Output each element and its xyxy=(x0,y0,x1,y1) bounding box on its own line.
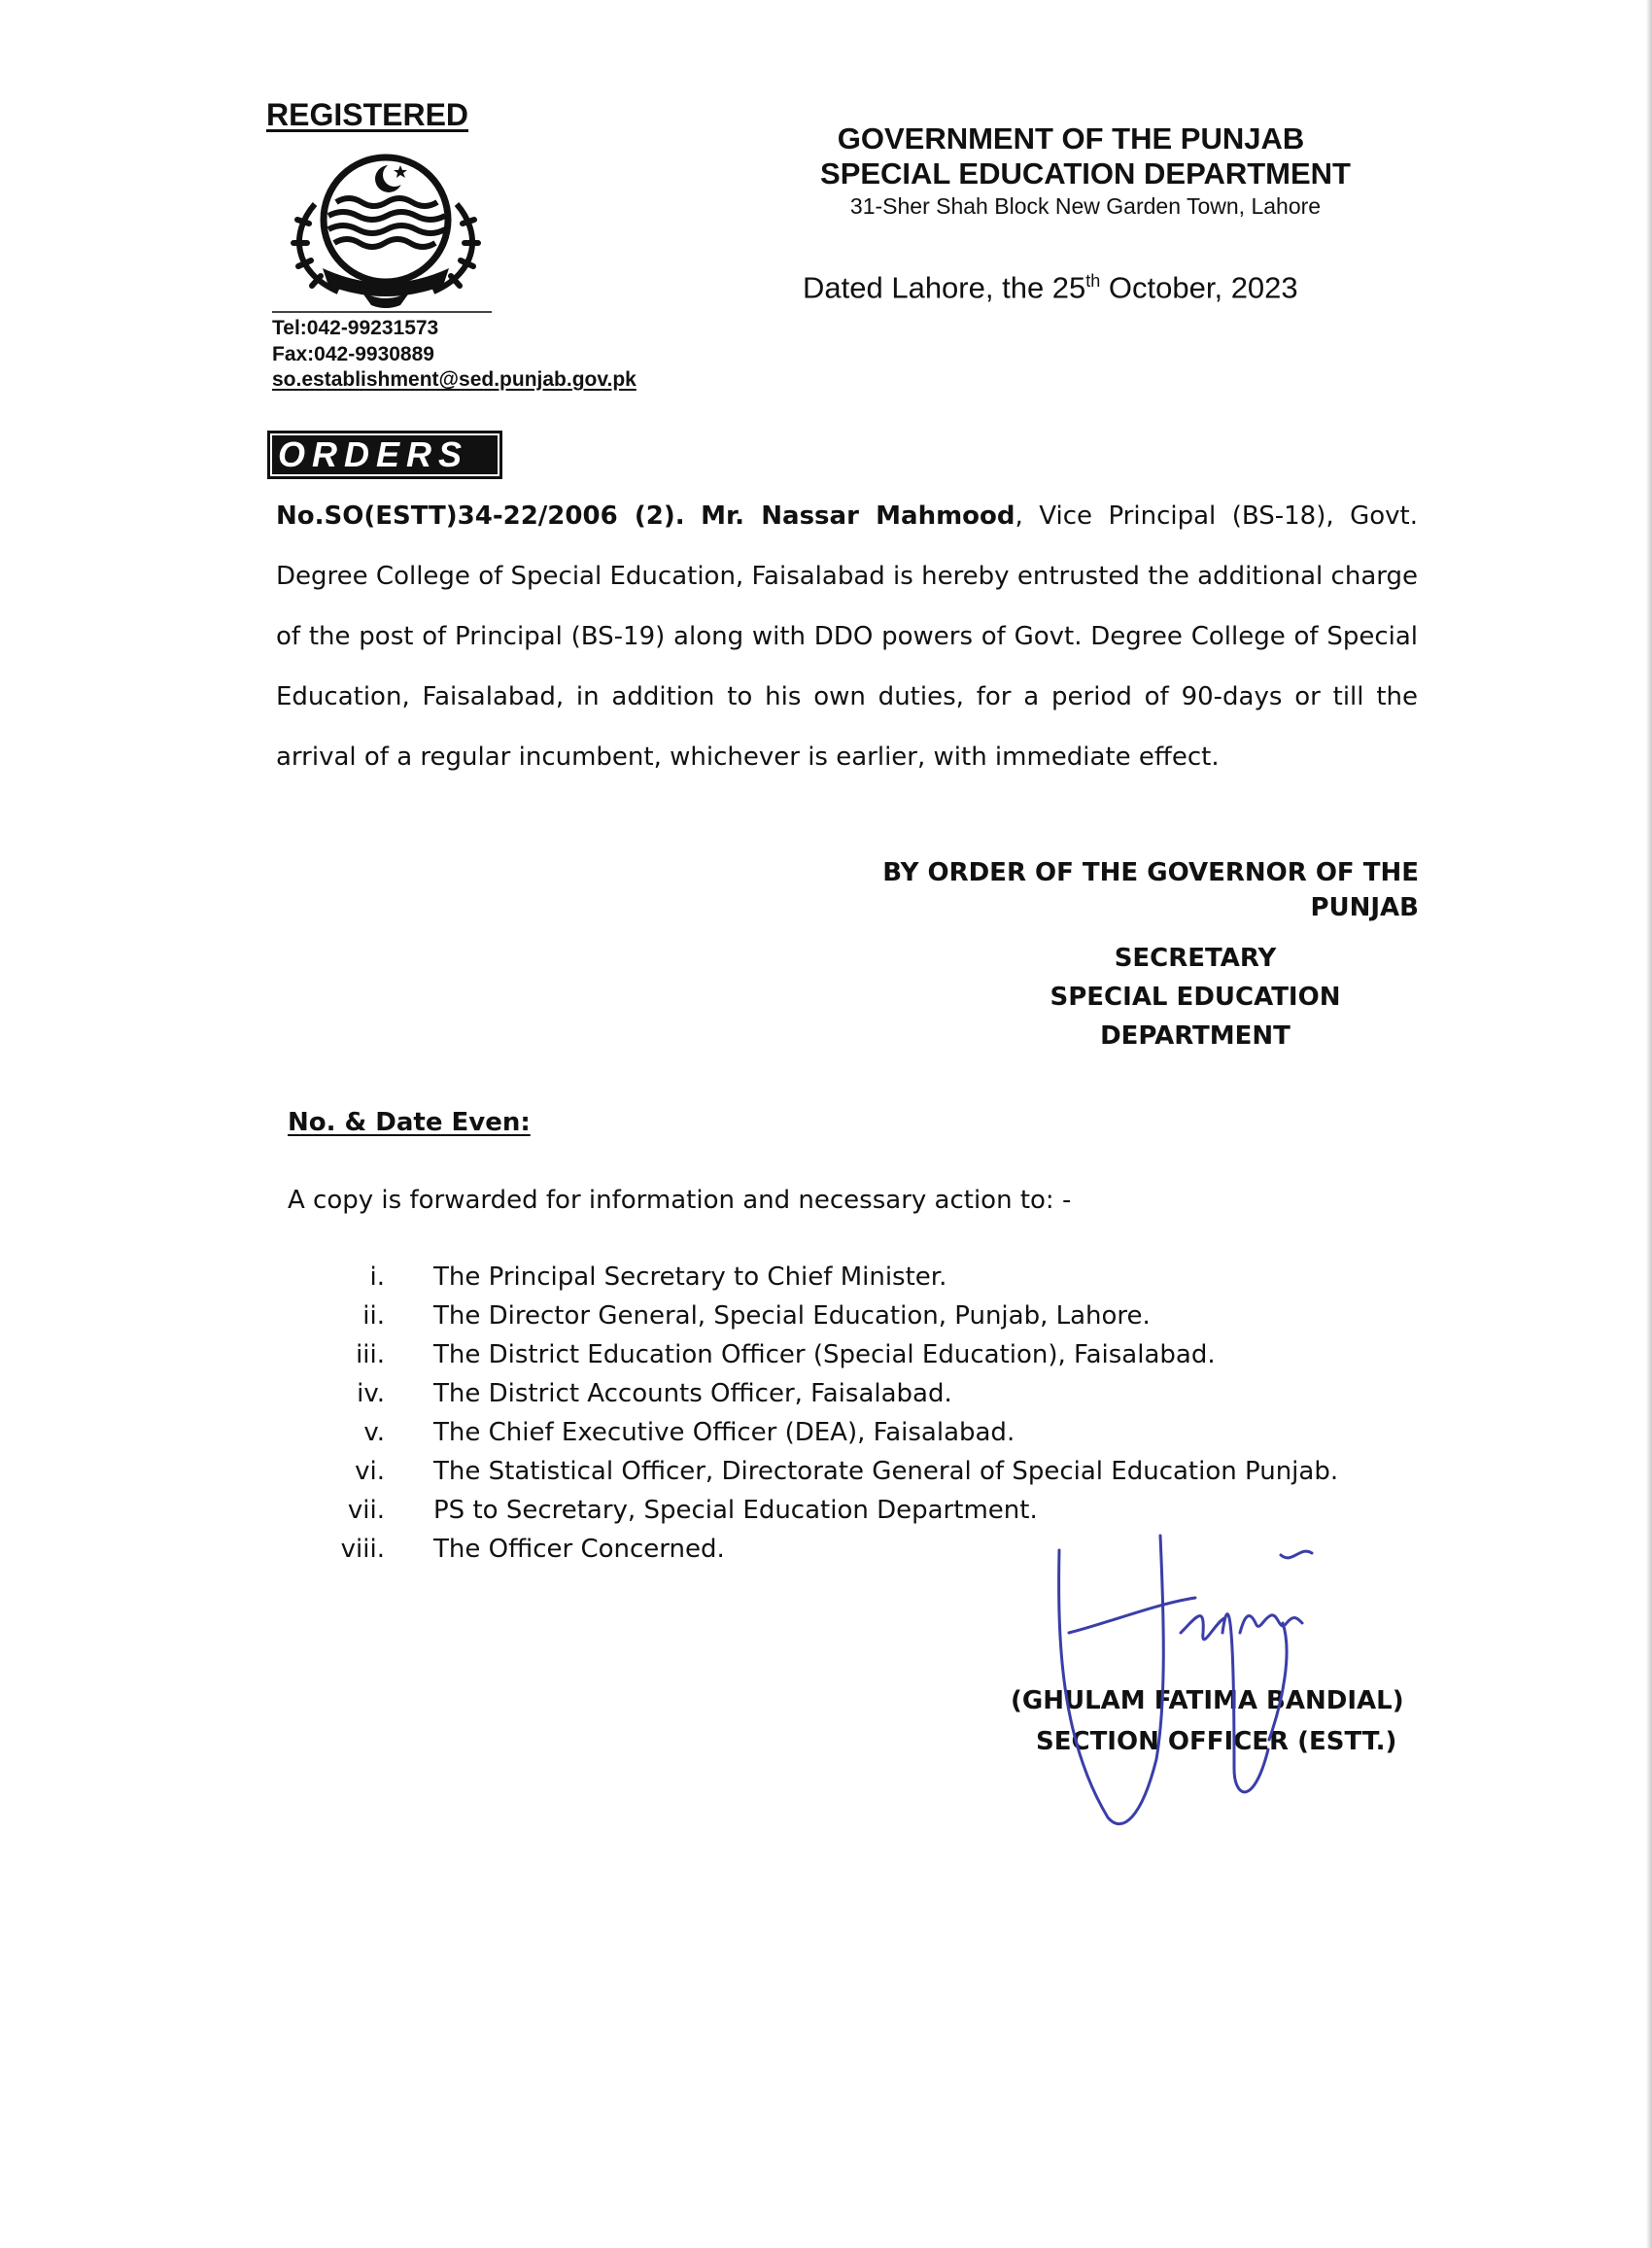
telephone-number: Tel:042-99231573 xyxy=(272,317,439,339)
order-number: No.SO(ESTT)34-22/2006 (2). xyxy=(276,501,685,531)
secretary-block xyxy=(1040,939,1351,1055)
issue-date xyxy=(803,262,1298,306)
list-item-text: The Director General, Special Education, Punjab, Lahore. xyxy=(433,1301,1151,1331)
email-link[interactable]: so.establishment@sed.punjab.gov.pk xyxy=(272,368,637,391)
copy-forwarded-line: A copy is forwarded for information and necessary action to: - xyxy=(288,1186,1072,1215)
secretary-line-2: SPECIAL EDUCATION xyxy=(1050,983,1341,1012)
recipient-list xyxy=(321,1258,1438,1569)
list-item-text: The District Accounts Officer, Faisalabad. xyxy=(433,1379,952,1408)
registered-label: REGISTERED xyxy=(266,97,469,132)
issue-date-suffix-ordinal: th xyxy=(1085,271,1101,291)
secretary-line-3: DEPARTMENT xyxy=(1100,1021,1291,1051)
issue-date-suffix: October, 2023 xyxy=(1100,270,1298,305)
list-item-number: ii. xyxy=(362,1301,385,1331)
by-order-line: BY ORDER OF THE GOVERNOR OF THE PUNJAB xyxy=(882,858,1419,922)
page-edge-shadow xyxy=(1646,0,1652,2248)
government-title: GOVERNMENT OF THE PUNJAB xyxy=(837,121,1305,156)
list-item-text: The Statistical Officer, Directorate General of Special Education Punjab. xyxy=(433,1457,1339,1486)
list-item-number: i. xyxy=(369,1262,385,1292)
list-item xyxy=(321,1413,1438,1452)
handwritten-signature-icon xyxy=(1050,1526,1370,1837)
list-item-text: The Principal Secretary to Chief Minister. xyxy=(433,1262,947,1292)
orders-heading: ORDERS xyxy=(272,435,498,474)
list-item-number: vi. xyxy=(355,1457,385,1486)
list-item xyxy=(321,1491,1438,1530)
secretary-line-1: SECRETARY xyxy=(1114,944,1277,973)
list-item-number: iv. xyxy=(357,1379,385,1408)
list-item xyxy=(321,1335,1438,1374)
seal-divider xyxy=(272,311,492,313)
punjab-government-seal-icon xyxy=(280,146,492,309)
list-item xyxy=(321,1452,1438,1491)
no-date-even-heading: No. & Date Even: xyxy=(288,1108,531,1137)
list-item-number: v. xyxy=(363,1418,385,1447)
fax-number: Fax:042-9930889 xyxy=(272,343,434,365)
signatory-name: (GHULAM FATIMA BANDIAL) xyxy=(1011,1686,1404,1715)
list-item-text: PS to Secretary, Special Education Department. xyxy=(433,1496,1038,1525)
order-body xyxy=(276,486,1418,787)
list-item xyxy=(321,1258,1438,1297)
list-item-text: The Chief Executive Officer (DEA), Faisalabad. xyxy=(433,1418,1015,1447)
order-text: , Vice Principal (BS-18), Govt. Degree College of Special Education, Faisalabad is hereby entrusted the additional charge of the post of Principal (BS-19) along with DDO powers of Govt. Degree College of Special Education, Faisalabad, in addition to his own duties, for a period of 90-days or till the arrival of a regular incumbent, whichever is earlier, with immediate effect. xyxy=(276,501,1418,772)
officer-name: Mr. Nassar Mahmood xyxy=(701,501,1015,531)
list-item-text: The Officer Concerned. xyxy=(433,1535,725,1564)
list-item xyxy=(321,1374,1438,1413)
list-item-number: vii. xyxy=(347,1496,385,1525)
signatory-title: SECTION OFFICER (ESTT.) xyxy=(1036,1727,1397,1756)
issue-date-prefix: Dated Lahore, the 25 xyxy=(803,270,1086,305)
list-item xyxy=(321,1297,1438,1335)
list-item-number: viii. xyxy=(340,1535,385,1564)
list-item-text: The District Education Officer (Special Education), Faisalabad. xyxy=(433,1340,1216,1369)
department-title: SPECIAL EDUCATION DEPARTMENT xyxy=(820,156,1351,190)
department-address: 31-Sher Shah Block New Garden Town, Lahore xyxy=(849,193,1322,219)
list-item-number: iii. xyxy=(356,1340,385,1369)
